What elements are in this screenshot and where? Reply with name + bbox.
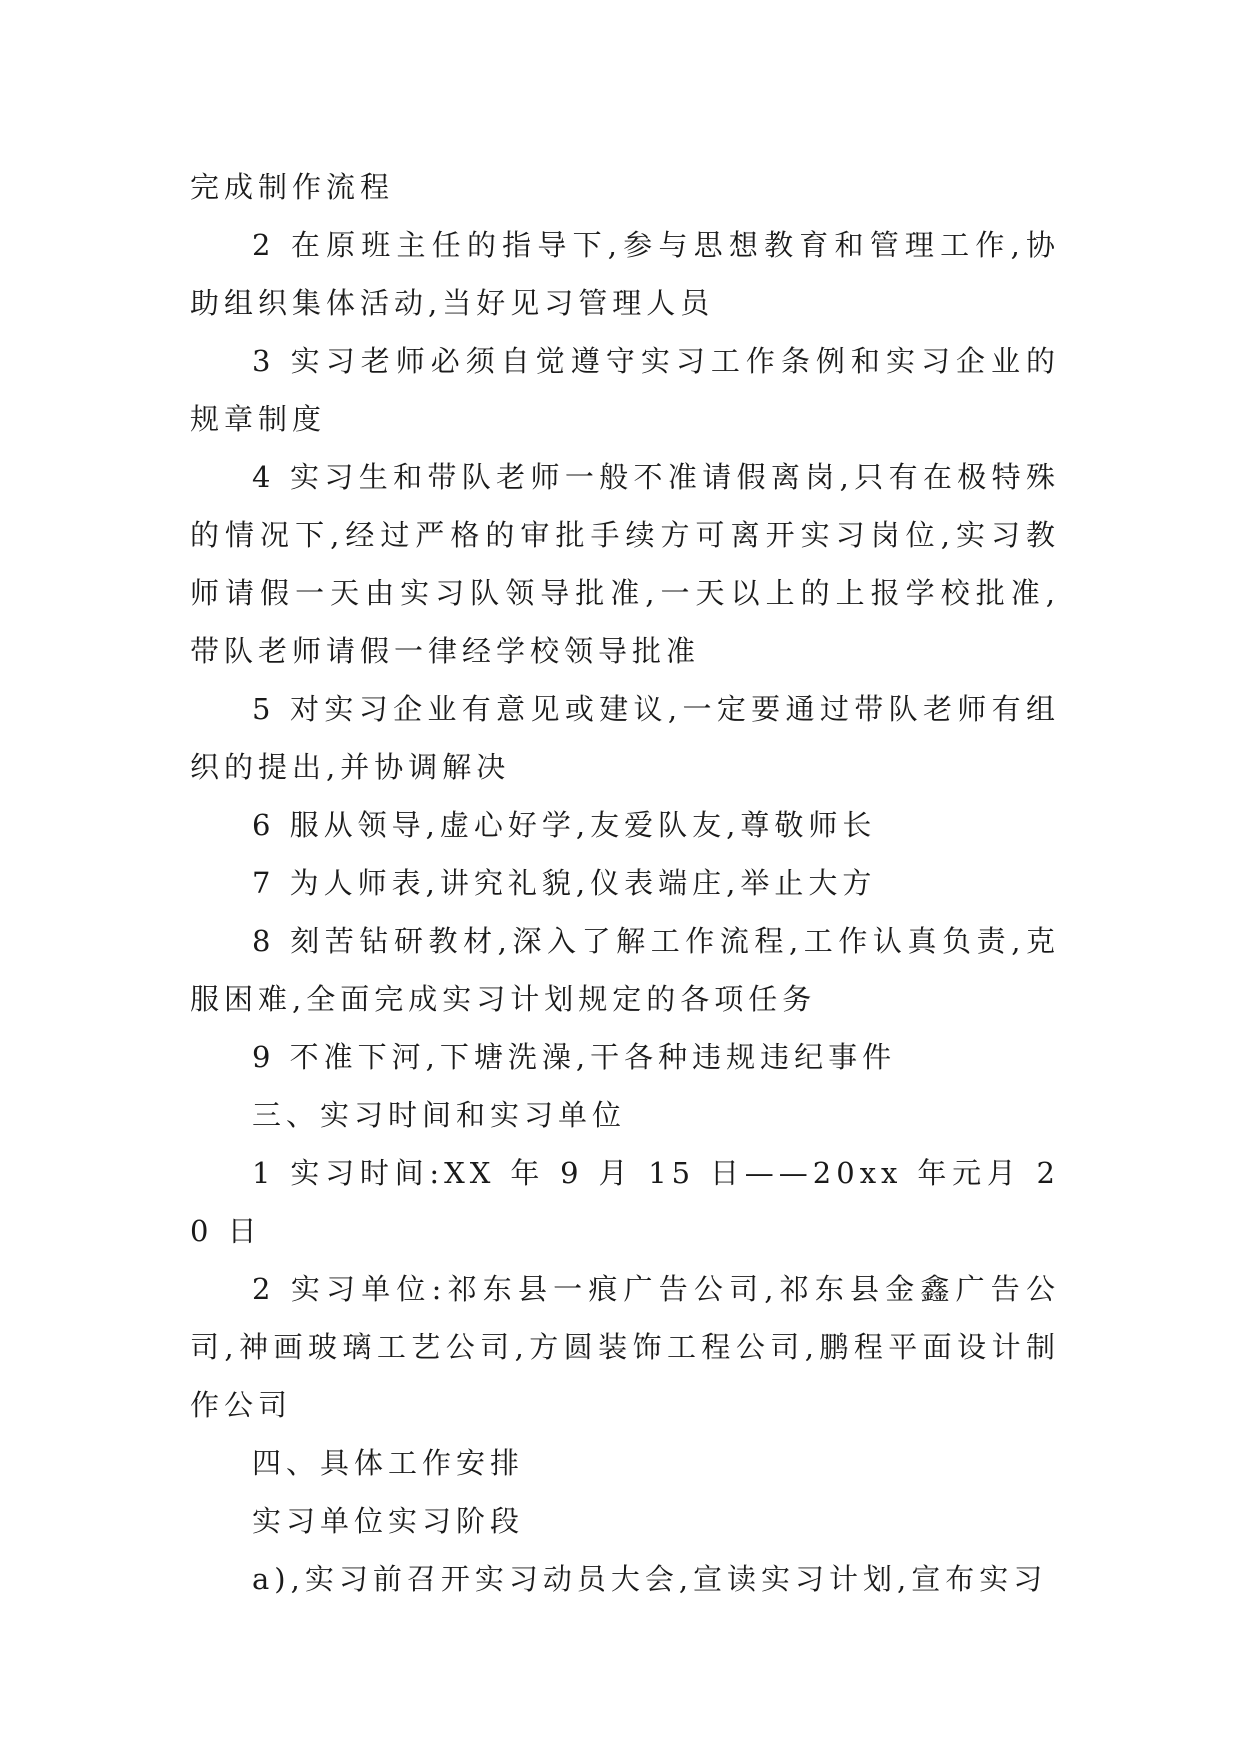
internship-time: 1 实习时间:XX 年 9 月 15 日——20xx 年元月 20 日	[190, 1156, 1060, 1248]
rule-item-6: 6 服从领导,虚心好学,友爱队友,尊敬师长	[252, 808, 877, 842]
rule-item-5: 5 对实习企业有意见或建议,一定要通过带队老师有组织的提出,并协调解决	[190, 692, 1060, 784]
document-body	[190, 158, 1060, 1608]
internship-units: 2 实习单位:祁东县一痕广告公司,祁东县金鑫广告公司,神画玻璃工艺公司,方圆装饰工程公司,鹏程平面设计制作公司	[190, 1272, 1060, 1422]
rule-item-3: 3 实习老师必须自觉遵守实习工作条例和实习企业的规章制度	[190, 344, 1060, 436]
paragraph-continuation: 完成制作流程	[190, 170, 395, 204]
rule-item-9: 9 不准下河,下塘洗澡,干各种违规违纪事件	[252, 1040, 897, 1074]
section-heading-3: 三、实习时间和实习单位	[252, 1098, 627, 1132]
arrangement-item-a: a),实习前召开实习动员大会,宣读实习计划,宣布实习	[252, 1562, 1048, 1596]
section-heading-4: 四、具体工作安排	[252, 1446, 525, 1480]
rule-item-7: 7 为人师表,讲究礼貌,仪表端庄,举止大方	[252, 866, 877, 900]
rule-item-4: 4 实习生和带队老师一般不准请假离岗,只有在极特殊的情况下,经过严格的审批手续方可离开实习岗位,实习教师请假一天由实习队领导批准,一天以上的上报学校批准,带队老师请假一律经学校领导批准	[190, 460, 1060, 668]
rule-item-8: 8 刻苦钻研教材,深入了解工作流程,工作认真负责,克服困难,全面完成实习计划规定的各项任务	[190, 924, 1060, 1016]
rule-item-2: 2 在原班主任的指导下,参与思想教育和管理工作,协助组织集体活动,当好见习管理人员	[190, 228, 1060, 320]
subsection-heading: 实习单位实习阶段	[252, 1504, 525, 1538]
